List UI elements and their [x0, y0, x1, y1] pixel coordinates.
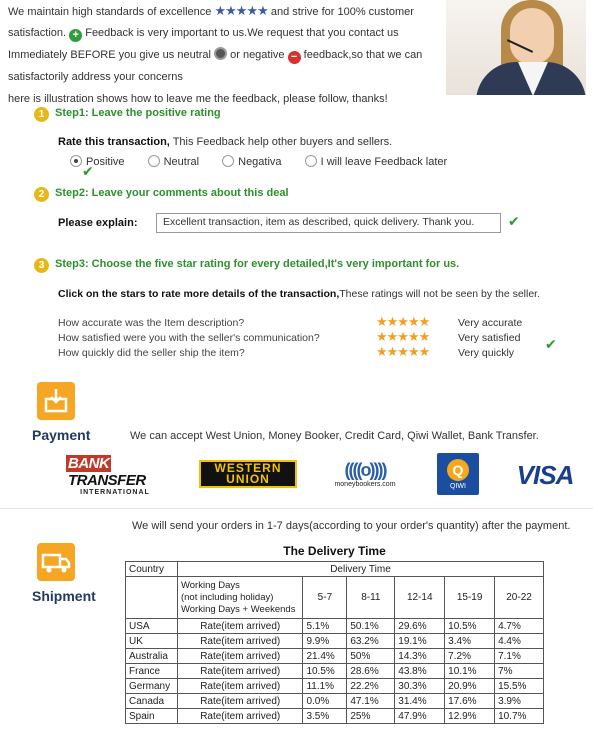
bank-logo-a: BANK	[68, 454, 110, 472]
rate-value-cell: 10.1%	[445, 664, 495, 679]
qiwi-text: QIWI	[450, 482, 466, 490]
rate-value-cell: 15.5%	[495, 679, 544, 694]
column-header: 20-22	[495, 577, 544, 619]
table-row	[126, 709, 544, 724]
wu-logo-b: UNION	[226, 472, 270, 486]
rate-label-cell: Rate(item arrived)	[177, 694, 302, 709]
rate-value-cell: 14.3%	[395, 649, 445, 664]
intro-text-b: or negative	[230, 49, 285, 61]
step-number-badge: 1	[34, 107, 49, 122]
rating-label: Very satisfied	[458, 332, 521, 344]
intro-line-5: here is illustration shows how to leave me the feedback, please follow, thanks!	[8, 93, 388, 105]
step-number-badge: 3	[34, 258, 49, 273]
rate-value-cell: 28.6%	[347, 664, 395, 679]
header-working-days: Working Days (not including holiday) Working Days + Weekends	[177, 577, 302, 619]
negative-minus-icon: −	[288, 51, 301, 64]
shipment-text: We will send your orders in 1-7 days(according to your order's quantity) after the payment.	[132, 520, 571, 532]
bank-transfer-logo	[66, 454, 164, 496]
radio-negative[interactable]	[222, 156, 291, 168]
rate-value-cell: 11.1%	[303, 679, 347, 694]
payment-icon	[37, 382, 75, 420]
star-rating-icon[interactable]: ★★★★★	[376, 314, 430, 329]
column-header: 5-7	[303, 577, 347, 619]
bank-logo-sub: INTERNATIONAL	[80, 488, 150, 496]
rate-hint: This Feedback help other buyers and sellers.	[169, 136, 393, 148]
rate-value-cell: 30.3%	[395, 679, 445, 694]
rate-value-cell: 22.2%	[347, 679, 395, 694]
country-cell: Spain	[126, 709, 178, 724]
intro-text	[8, 0, 438, 110]
rate-value-cell: 20.9%	[445, 679, 495, 694]
table-row	[126, 634, 544, 649]
explain-input[interactable]: Excellent transaction, item as described, quick delivery. Thank you.	[156, 213, 501, 233]
shipment-title: Shipment	[32, 588, 96, 604]
delivery-time-table	[125, 561, 544, 724]
rate-value-cell: 21.4%	[303, 649, 347, 664]
rate-label-cell: Rate(item arrived)	[177, 619, 302, 634]
intro-text-a: Immediately BEFORE you give us neutral	[8, 49, 211, 61]
qiwi-q-icon: Q	[447, 459, 469, 481]
rate-label: Rate this transaction,	[58, 136, 170, 148]
payment-text: We can accept West Union, Money Booker, Credit Card, Qiwi Wallet, Bank Transfer.	[130, 430, 539, 442]
radio-neutral[interactable]	[148, 156, 209, 168]
star-instruction	[58, 288, 540, 300]
rate-value-cell: 47.9%	[395, 709, 445, 724]
rate-label-cell: Rate(item arrived)	[177, 649, 302, 664]
rate-transaction-text	[58, 136, 392, 148]
rate-value-cell: 63.2%	[347, 634, 395, 649]
rate-value-cell: 10.7%	[495, 709, 544, 724]
radio-label: I will leave Feedback later	[320, 156, 448, 168]
qiwi-logo	[437, 453, 479, 495]
radio-label: Negativa	[238, 156, 282, 168]
rate-value-cell: 50.1%	[347, 619, 395, 634]
star-rating-icon[interactable]: ★★★★★	[376, 329, 430, 344]
rating-radio-group	[70, 155, 467, 168]
delivery-table-title: The Delivery Time	[283, 544, 386, 558]
rating-question: How accurate was the Item description?	[58, 317, 245, 329]
rate-value-cell: 7%	[495, 664, 544, 679]
column-header: 15-19	[445, 577, 495, 619]
country-cell: Australia	[126, 649, 178, 664]
table-row	[126, 694, 544, 709]
wave-icon: ((((o))))	[344, 460, 386, 480]
rate-value-cell: 4.7%	[495, 619, 544, 634]
delivery-rows	[126, 619, 544, 724]
intro-text-a: satisfaction.	[8, 27, 67, 39]
rate-label-cell: Rate(item arrived)	[177, 664, 302, 679]
country-cell: UK	[126, 634, 178, 649]
intro-text-c: feedback,so that we can	[303, 49, 423, 61]
country-cell: France	[126, 664, 178, 679]
intro-line-1	[8, 0, 438, 22]
western-union-logo	[199, 460, 297, 488]
payment-title: Payment	[32, 427, 91, 443]
step1-heading	[34, 107, 221, 122]
intro-line-3	[8, 44, 438, 66]
explain-label	[58, 217, 138, 229]
five-star-icon: ★★★★★	[214, 3, 268, 18]
header-country: Country	[126, 562, 178, 577]
rate-value-cell: 29.6%	[395, 619, 445, 634]
table-subheader-row	[126, 577, 544, 619]
table-row	[126, 619, 544, 634]
rate-value-cell: 3.5%	[303, 709, 347, 724]
rate-value-cell: 3.9%	[495, 694, 544, 709]
radio-label: Neutral	[163, 156, 200, 168]
positive-plus-icon: +	[69, 29, 82, 42]
star-rating-icon[interactable]: ★★★★★	[376, 344, 430, 359]
header-delivery-time: Delivery Time	[177, 562, 543, 577]
step2-heading	[34, 187, 289, 202]
column-header: 8-11	[347, 577, 395, 619]
radio-later[interactable]	[305, 156, 458, 168]
rating-label: Very accurate	[458, 317, 523, 329]
check-icon: ✔	[508, 213, 520, 229]
check-icon: ✔	[545, 336, 557, 352]
bank-logo-b: TRANSFER	[68, 471, 146, 489]
rate-value-cell: 47.1%	[347, 694, 395, 709]
rating-label: Very quickly	[458, 347, 515, 359]
intro-text-b: Feedback is very important to us.We request that you contact us	[85, 27, 399, 39]
step-title: Step2: Leave your comments about this deal	[55, 187, 289, 199]
country-cell: USA	[126, 619, 178, 634]
rate-value-cell: 3.4%	[445, 634, 495, 649]
intro-line-2	[8, 22, 438, 44]
radio-label: Positive	[86, 156, 125, 168]
rating-question: How satisfied were you with the seller's communication?	[58, 332, 320, 344]
rate-value-cell: 50%	[347, 649, 395, 664]
shipment-truck-icon	[37, 543, 75, 581]
intro-text-b: and strive for 100% customer	[270, 6, 414, 18]
rate-value-cell: 0.0%	[303, 694, 347, 709]
step-title: Step3: Choose the five star rating for every detailed,It's very important for us.	[55, 258, 460, 270]
explain-label-text: Please explain:	[58, 217, 138, 229]
mb-logo-sub: moneybookers.com	[334, 481, 396, 488]
column-header: 12-14	[395, 577, 445, 619]
step-number-badge: 2	[34, 187, 49, 202]
rate-value-cell: 43.8%	[395, 664, 445, 679]
rate-label-cell: Rate(item arrived)	[177, 679, 302, 694]
rate-value-cell: 4.4%	[495, 634, 544, 649]
intro-text-a: We maintain high standards of excellence	[8, 6, 212, 18]
rate-value-cell: 31.4%	[395, 694, 445, 709]
support-agent-photo	[446, 0, 586, 95]
visa-logo: VISA	[516, 459, 574, 490]
neutral-circle-icon	[214, 47, 227, 60]
rate-value-cell: 5.1%	[303, 619, 347, 634]
check-icon: ✔	[82, 163, 94, 179]
intro-line-4: satisfactorily address your concerns	[8, 71, 183, 83]
rate-value-cell: 7.2%	[445, 649, 495, 664]
moneybookers-logo	[327, 456, 403, 492]
table-row	[126, 664, 544, 679]
rate-value-cell: 19.1%	[395, 634, 445, 649]
wu-logo-a: WESTERN	[214, 461, 282, 475]
table-cell	[126, 577, 178, 619]
rate-value-cell: 12.9%	[445, 709, 495, 724]
country-cell: Canada	[126, 694, 178, 709]
rating-question: How quickly did the seller ship the item?	[58, 347, 245, 359]
rate-value-cell: 25%	[347, 709, 395, 724]
rate-label-cell: Rate(item arrived)	[177, 709, 302, 724]
country-cell: Germany	[126, 679, 178, 694]
rate-value-cell: 9.9%	[303, 634, 347, 649]
table-header-row	[126, 562, 544, 577]
instruction-bold: Click on the stars to rate more details of the transaction,	[58, 288, 340, 300]
rate-value-cell: 10.5%	[445, 619, 495, 634]
step3-heading	[34, 258, 459, 273]
table-row	[126, 679, 544, 694]
instruction-rest: These ratings will not be seen by the seller.	[339, 288, 541, 300]
radio-positive[interactable]	[70, 156, 135, 168]
rate-value-cell: 10.5%	[303, 664, 347, 679]
rate-value-cell: 7.1%	[495, 649, 544, 664]
section-divider	[0, 508, 593, 509]
rate-label-cell: Rate(item arrived)	[177, 634, 302, 649]
table-row	[126, 649, 544, 664]
rate-value-cell: 17.6%	[445, 694, 495, 709]
step-title: Step1: Leave the positive rating	[55, 107, 221, 119]
